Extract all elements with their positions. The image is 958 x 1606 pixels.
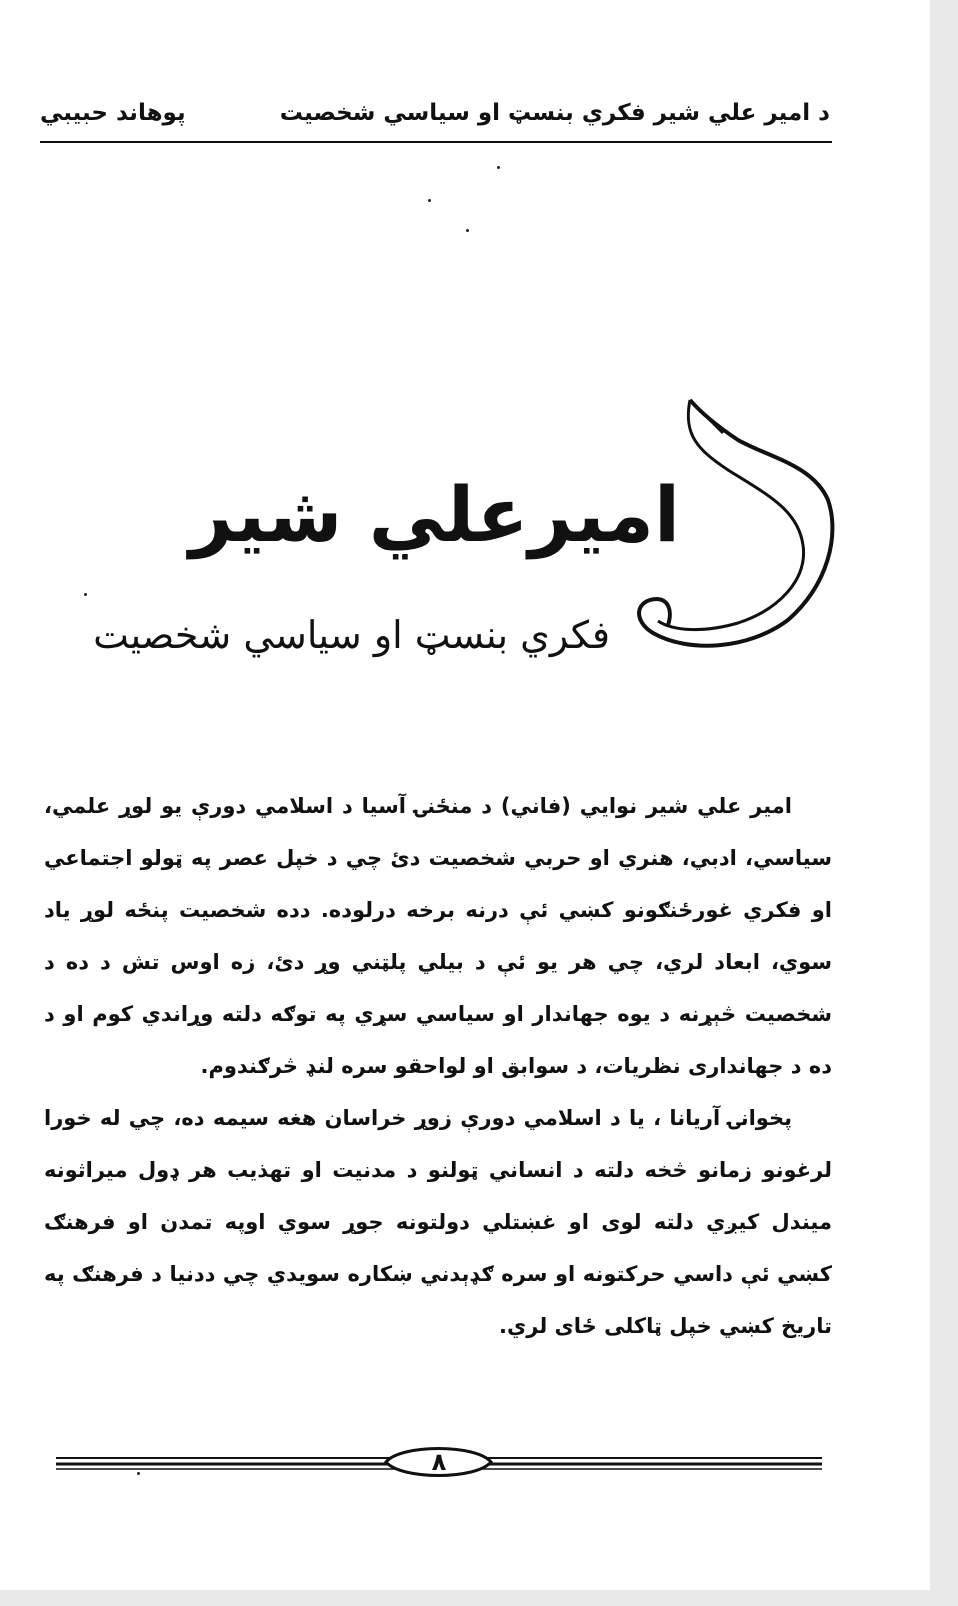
main-title: امیرعلي شیر [189,470,680,559]
header-author: پوهاند حبیبي [40,100,186,126]
page-edge [930,0,958,1606]
header-title: د امیر علي شیر فکري بنسټ او سیاسي شخصیت [279,100,830,126]
header-rule [40,141,832,143]
body-text [44,780,832,1352]
scan-speck [428,199,431,202]
running-header [40,96,830,132]
page-number: ۸ [431,1448,447,1476]
scan-speck [84,593,87,596]
subtitle: فکري بنسټ او سیاسي شخصیت [93,613,610,657]
page-edge-bottom [0,1590,958,1606]
page-footer [56,1440,822,1484]
paragraph: امیر علي شیر نوایي (فاني) د منځنۍ آسیا د اسلامي دورې یو لوړ علمي، سیاسي، ادبي، هنري او حربي شخصیت دئ چي د خپل عصر په ټولو اجتماعي او فکري غورځنګونو کښي ئې درنه برخه درلوده. دده شخصیت پنځه لوړ یاد سوي، ابعاد لري، چي هر یو ئې د بیلي پلټني وړ دئ، زه اوس تش د ده د شخصیت څېړنه د یوه جهاندار او سیاسي سړي په توګه دلته وړاندي کوم او د ده د جهانداری نظریات، د سوابق او لواحقو سره لنډ څرګندوم. [44,794,832,1078]
paragraph: پخوانۍ آریانا ، یا د اسلامي دورې زوړ خراسان هغه سیمه ده، چي له خورا لرغونو زمانو څخه دلته د انساني ټولنو د مدنیت او تهذیب هر ډول میراثونه میندل کیږي دلته لوی او غښتلي دولتونه جوړ سوي اوپه تمدن او فرهنګ کښي ئې داسي حرکتونه او سره ګډېدني ښکاره سویدي چي ددنیا د فرهنګ په تاریخ کښي خپل ټاکلی ځای لري. [44,1106,832,1338]
scan-speck [497,166,500,169]
scan-speck [466,229,469,232]
